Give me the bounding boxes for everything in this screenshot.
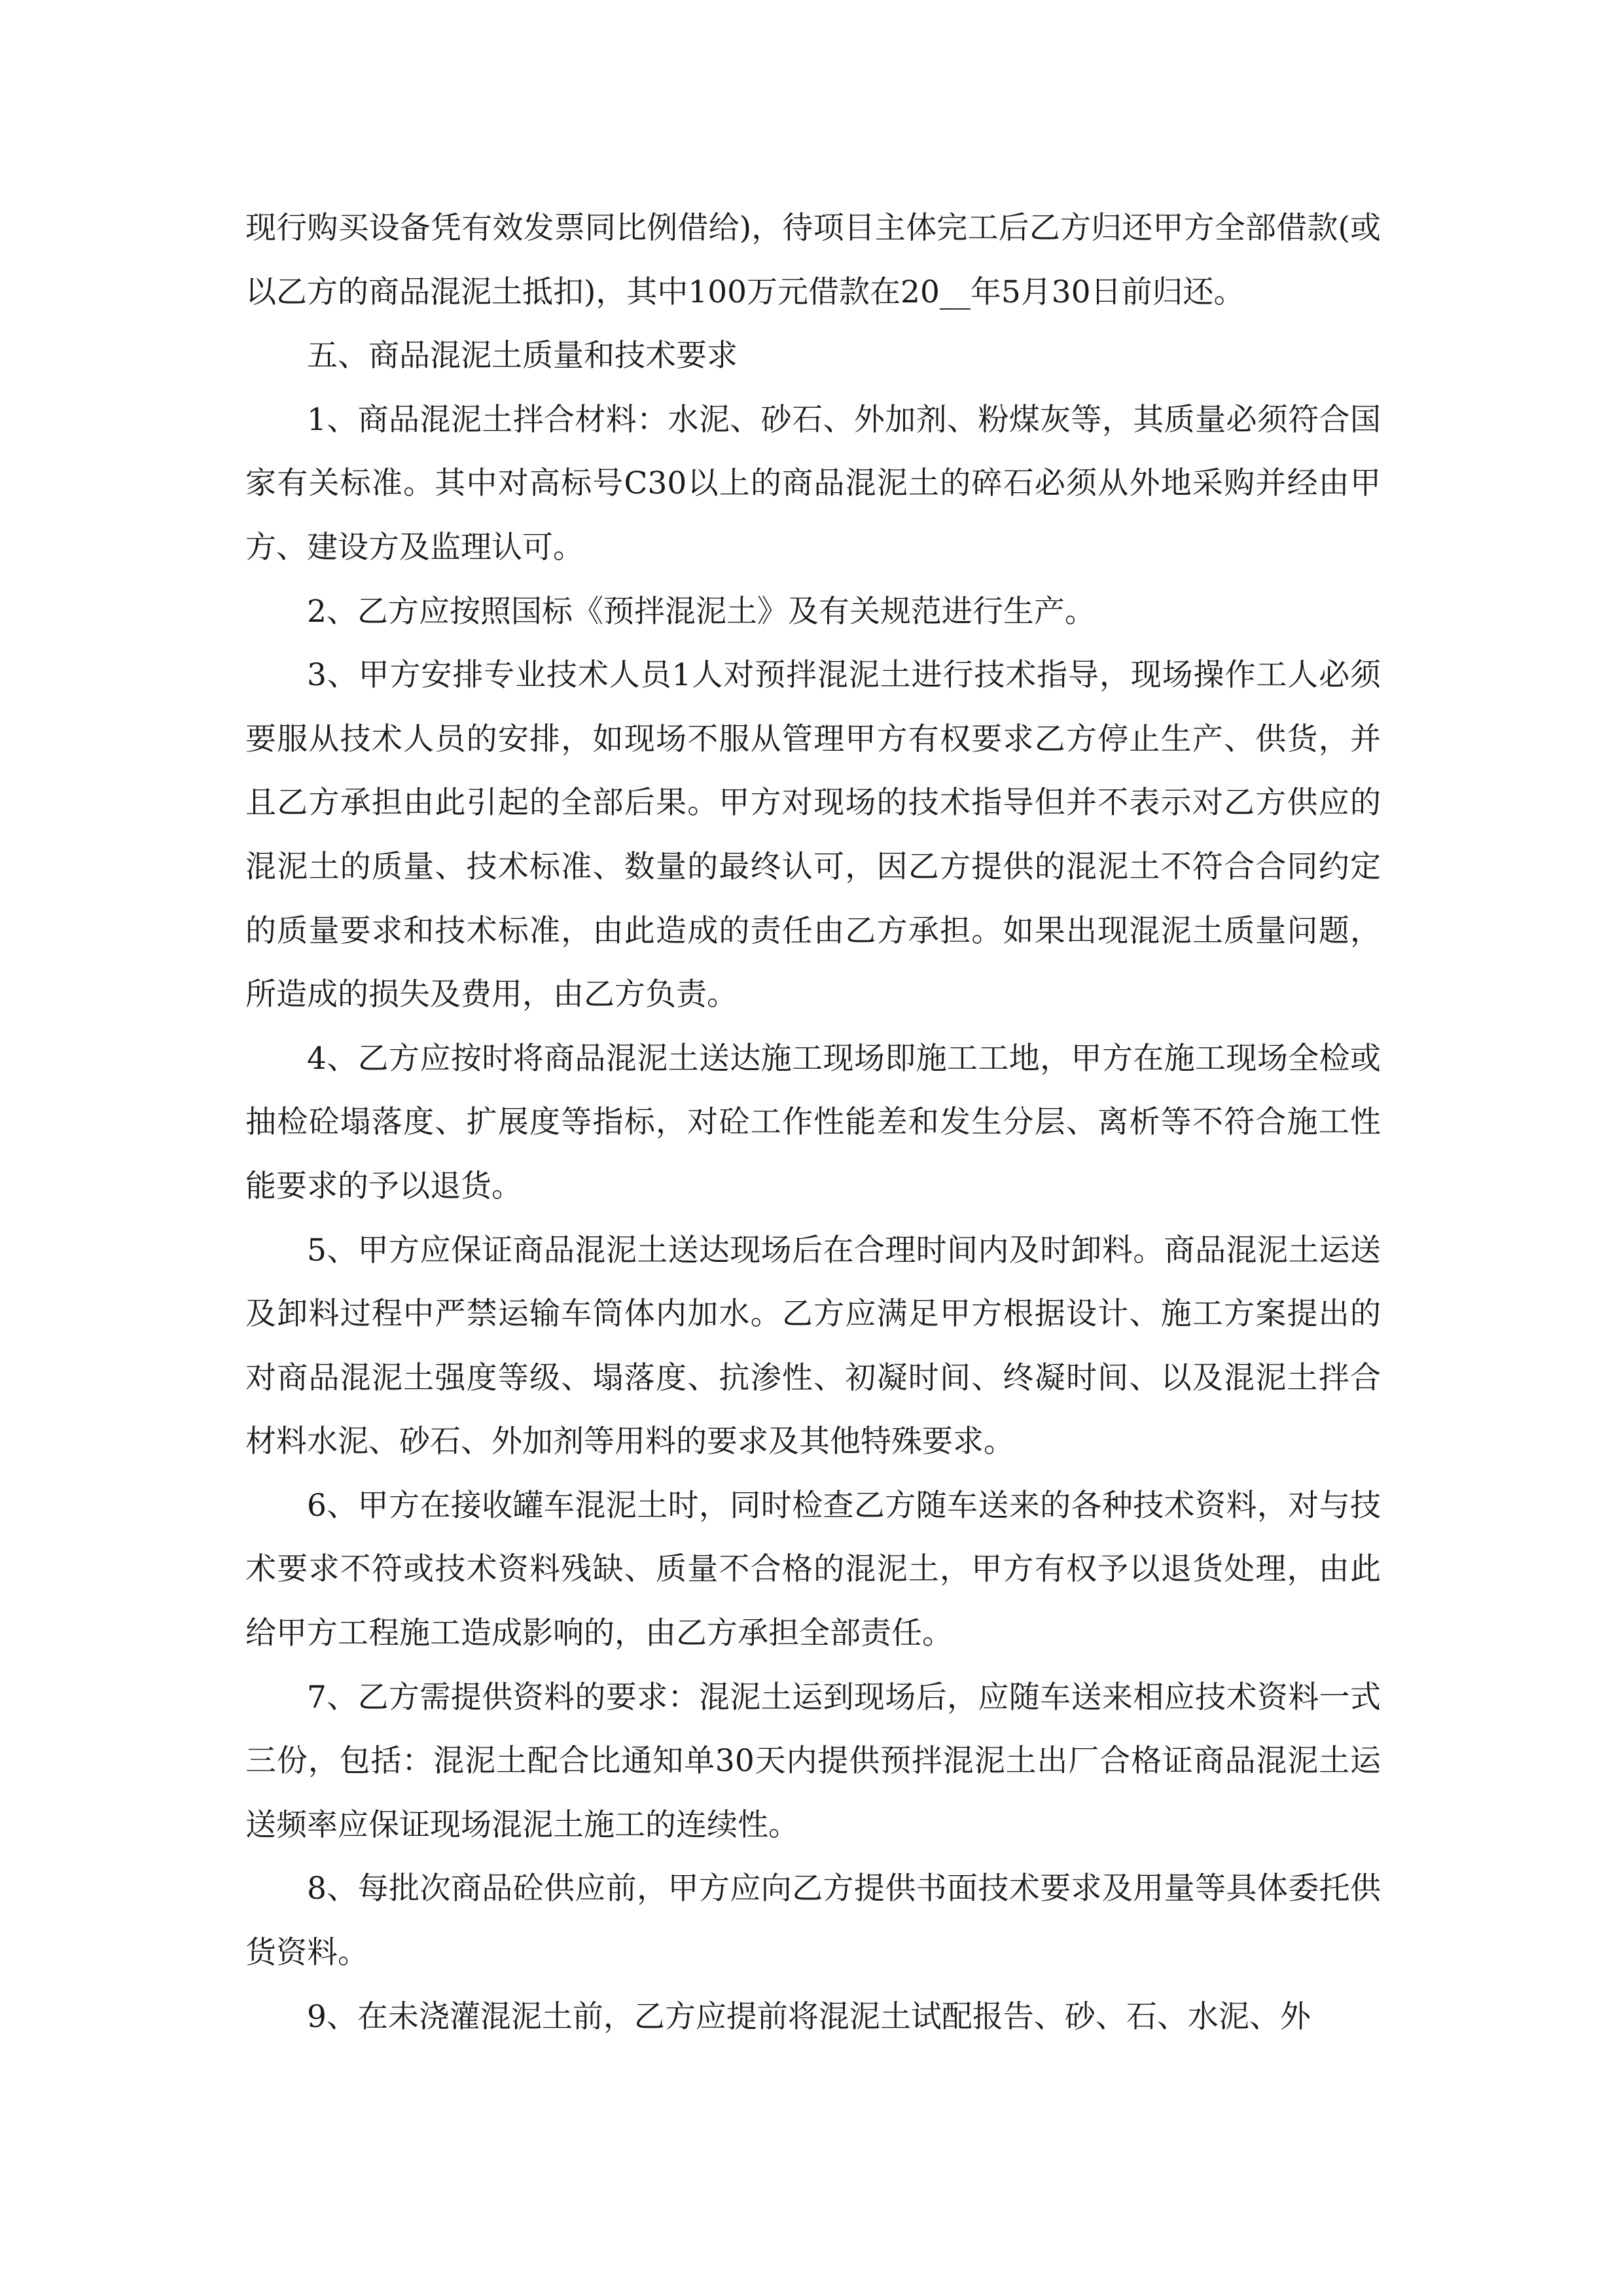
paragraph-clause-4: 4、乙方应按时将商品混泥土送达施工现场即施工工地，甲方在施工现场全检或抽检砼塌落度、扩展度等指标，对砼工作性能差和发生分层、离析等不符合施工性能要求的予以退货。 — [245, 1040, 1381, 1204]
paragraph-clause-3: 3、甲方安排专业技术人员1人对预拌混泥土进行技术指导，现场操作工人必须要服从技术人员的安排，如现场不服从管理甲方有权要求乙方停止生产、供货，并且乙方承担由此引起的全部后果。甲方对现场的技术指导但并不表示对乙方供应的混泥土的质量、技术标准、数量的最终认可，因乙方提供的混泥土不符合合同约定的质量要求和技术标准，由此造成的责任由乙方承担。如果出现混泥土质量问题，所造成的损失及费用，由乙方负责。 — [245, 657, 1381, 1013]
paragraph-clause-1: 1、商品混泥土拌合材料：水泥、砂石、外加剂、粉煤灰等，其质量必须符合国家有关标准。其中对高标号C30以上的商品混泥土的碎石必须从外地采购并经由甲方、建设方及监理认可。 — [245, 401, 1381, 565]
paragraph-loan-repayment: 现行购买设备凭有效发票同比例借给)，待项目主体完工后乙方归还甲方全部借款(或以乙方的商品混泥土抵扣)，其中100万元借款在20__年5月30日前归还。 — [245, 210, 1381, 310]
contract-body — [245, 196, 1381, 2049]
section-heading-quality: 五、商品混泥土质量和技术要求 — [307, 338, 738, 374]
paragraph-clause-5: 5、甲方应保证商品混泥土送达现场后在合理时间内及时卸料。商品混泥土运送及卸料过程中严禁运输车筒体内加水。乙方应满足甲方根据设计、施工方案提出的对商品混泥土强度等级、塌落度、抗渗性、初凝时间、终凝时间、以及混泥土拌合材料水泥、砂石、外加剂等用料的要求及其他特殊要求。 — [245, 1232, 1381, 1460]
paragraph-clause-8: 8、每批次商品砼供应前，甲方应向乙方提供书面技术要求及用量等具体委托供货资料。 — [245, 1871, 1381, 1971]
paragraph-clause-9: 9、在未浇灌混泥土前，乙方应提前将混泥土试配报告、砂、石、水泥、外 — [307, 1998, 1311, 2035]
paragraph-clause-2: 2、乙方应按照国标《预拌混泥土》及有关规范进行生产。 — [307, 593, 1096, 630]
paragraph-clause-7: 7、乙方需提供资料的要求：混泥土运到现场后，应随车送来相应技术资料一式三份，包括：混泥土配合比通知单30天内提供预拌混泥土出厂合格证商品混泥土运送频率应保证现场混泥土施工的连续性。 — [245, 1679, 1381, 1843]
paragraph-clause-6: 6、甲方在接收罐车混泥土时，同时检查乙方随车送来的各种技术资料，对与技术要求不符或技术资料残缺、质量不合格的混泥土，甲方有权予以退货处理，由此给甲方工程施工造成影响的，由乙方承担全部责任。 — [245, 1487, 1381, 1652]
